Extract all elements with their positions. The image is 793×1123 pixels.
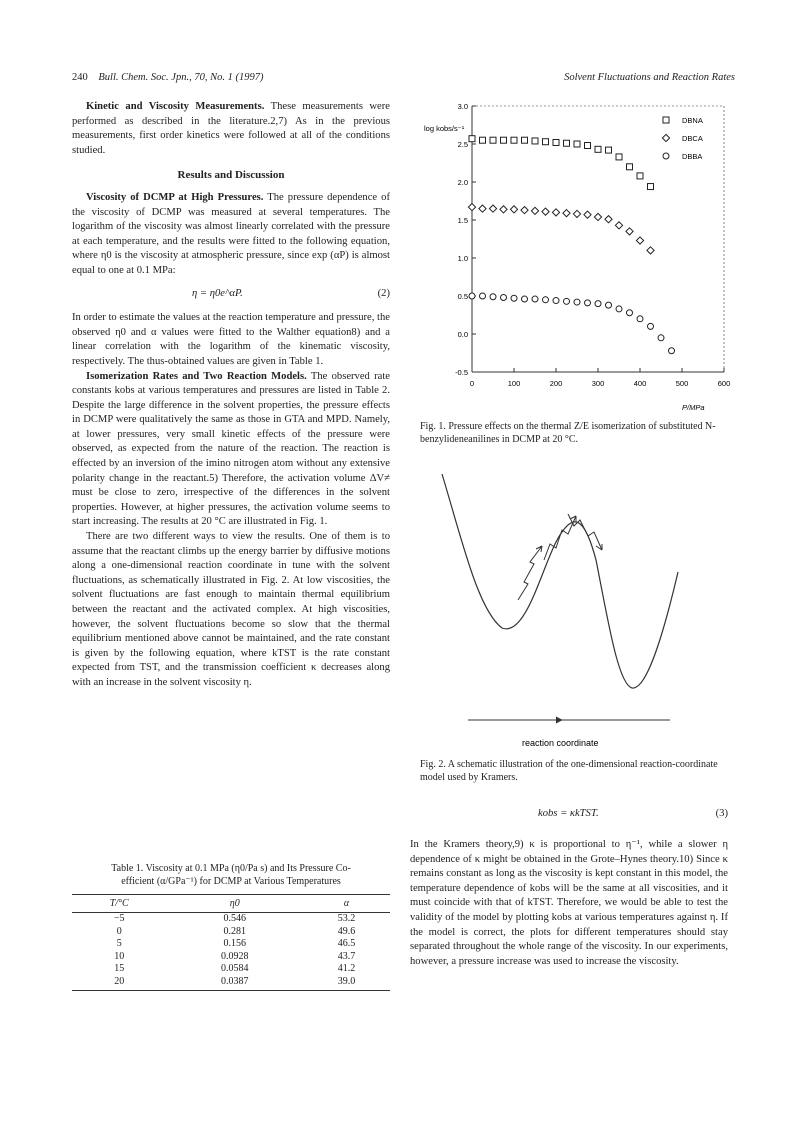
page-number: 240 <box>72 72 88 83</box>
table-cell: 39.0 <box>303 976 390 991</box>
x-tick-label: 500 <box>675 379 689 388</box>
data-point <box>490 294 496 300</box>
paragraph-text: The pressure dependence of the viscosity of DCMP was measured at several temperatures. The logarithm of the viscosity was almost linearly correlated with the pressure at each temperature, and the results were fitted to the following equation, where η0 is the viscosity at atmospheric pressure, since exp (αP) is almost equal to one at 0.1 MPa: <box>72 191 390 276</box>
reaction-coordinate-arrow <box>556 717 562 723</box>
legend-label: DBNA <box>682 116 703 125</box>
table-row <box>72 976 390 991</box>
data-point <box>637 316 643 322</box>
viscosity-table <box>72 894 390 991</box>
series-dbca <box>468 203 654 254</box>
table-cell: 53.2 <box>337 913 356 924</box>
data-point <box>564 298 570 304</box>
data-point <box>573 210 580 217</box>
equation-3 <box>410 808 728 819</box>
y-tick-label: 1.0 <box>457 254 468 263</box>
data-point <box>584 211 591 218</box>
data-point <box>522 296 528 302</box>
paragraph-estimate: In order to estimate the values at the reaction temperature and pressure, the observed η0 and α values were fitted to the Walther equation8) and a linear correlation with the logarithm of the kinematic viscosity, respectively. The thus-obtained values are given in Table 1. <box>72 312 390 367</box>
table-caption-line: Table 1. Viscosity at 0.1 MPa (η0/Pa s) and Its Pressure Co- <box>111 863 351 874</box>
right-column <box>410 838 728 969</box>
column-header: α <box>303 895 390 913</box>
x-tick-label: 0 <box>469 379 475 388</box>
paragraph-kinetic <box>72 100 390 158</box>
y-tick-label: 3.0 <box>457 102 468 111</box>
data-point <box>648 184 654 190</box>
data-point <box>658 335 664 341</box>
section-title: Results and Discussion <box>177 169 285 182</box>
paragraph-isomerization <box>72 370 390 531</box>
equation-2 <box>72 287 390 302</box>
y-axis-label: log kobs/s⁻¹ <box>424 124 465 133</box>
data-point <box>543 139 549 145</box>
x-tick-label: 400 <box>633 379 647 388</box>
equation-text: η = η0e^αP. <box>192 287 243 299</box>
data-point <box>616 306 622 312</box>
legend-marker <box>663 153 669 159</box>
figure-2 <box>410 460 740 750</box>
data-point <box>543 297 549 303</box>
column-header: T/°C <box>72 895 166 913</box>
data-point <box>480 137 486 143</box>
paragraph-text: These measurements were performed as described in the literature.2,7) As in the previous measurements, first order kinetics were followed at all of the conditions studied. <box>72 101 390 156</box>
equation-number: (3) <box>715 808 728 819</box>
y-tick-label: 0.0 <box>457 330 468 339</box>
table-cell: 49.6 <box>337 925 356 937</box>
table-cell: −5 <box>113 913 125 924</box>
data-point <box>636 237 643 244</box>
data-point <box>542 208 549 215</box>
x-tick-label: 200 <box>549 379 563 388</box>
paragraph-kramers: In the Kramers theory,9) κ is proportional to η⁻¹, while a slower η dependence of κ might be obtained in the Grote–Hynes theory.10) Since κ remains constant as long as the viscosity is kept constant in this model, the temperature dependence of kobs will be the same at all viscosities, and it must coincide with that of kTST. Therefore, we would be able to test the validity of the model by plotting kobs at various temperatures against η. If the model is correct, the plots for different temperatures should stay separated throughout the whole range of the viscosity. In our experiments, however, a pressure increase was used to increase the viscosity. <box>410 839 728 967</box>
data-point <box>606 302 612 308</box>
table-row <box>72 951 390 964</box>
x-tick-label: 600 <box>717 379 731 388</box>
equation-number: (2) <box>377 287 390 299</box>
run-in-heading: Isomerization Rates and Two Reaction Models. <box>86 370 307 382</box>
table-row <box>72 963 390 976</box>
data-point <box>595 301 601 307</box>
table-cell: 20 <box>72 976 166 991</box>
data-point <box>510 206 517 213</box>
data-point <box>574 299 580 305</box>
running-title: Solvent Fluctuations and Reaction Rates <box>564 72 735 83</box>
data-point <box>585 143 591 149</box>
figure-2-diagram <box>410 460 740 750</box>
data-point <box>468 203 475 210</box>
data-point <box>553 139 559 145</box>
table-cell: 0.281 <box>223 925 246 937</box>
table-cell: 46.5 <box>337 938 356 949</box>
data-point <box>564 140 570 146</box>
data-point <box>469 136 475 142</box>
y-tick-label: -0.5 <box>455 368 468 377</box>
x-tick-label: 300 <box>591 379 605 388</box>
fluctuation-arrow-1 <box>518 546 542 600</box>
figure-1-chart <box>410 100 740 420</box>
legend-marker <box>662 134 669 141</box>
fluctuation-arrow-3 <box>568 514 602 550</box>
data-point <box>574 141 580 147</box>
data-point <box>627 164 633 170</box>
data-point <box>531 207 538 214</box>
data-point <box>552 209 559 216</box>
left-column <box>72 100 390 691</box>
paragraph-two-ways: There are two different ways to view the results. One of them is to assume that the reactant climbs up the energy barrier by diffusive motions along a one-dimensional reaction coordinate in tune with the solvent fluctuations, as schematically illustrated in Fig. 2. At low viscosities, the solvent fluctuations are fast enough to maintain thermal equilibrium between the reactant and the activated complex. At high viscosities, however, the solvent fluctuations become so slow that the thermal equilibrium mentioned above cannot be maintained, and the rate constant is given by the following equation, where kTST is the rate constant expected from TST, and the transmission coefficient κ decreases along with an increase in the solvent viscosity η. <box>72 531 390 688</box>
y-tick-label: 2.5 <box>457 140 468 149</box>
legend-label: DBBA <box>682 152 703 161</box>
table-cell: 41.2 <box>337 963 356 974</box>
data-point <box>532 296 538 302</box>
data-point <box>585 300 591 306</box>
data-point <box>605 216 612 223</box>
data-point <box>647 247 654 254</box>
run-in-heading: Viscosity of DCMP at High Pressures. <box>86 191 264 203</box>
data-point <box>595 146 601 152</box>
figure-1 <box>410 100 740 420</box>
data-point <box>606 147 612 153</box>
series-dbba <box>469 293 675 354</box>
table-cell: 0.156 <box>223 938 246 949</box>
data-point <box>489 205 496 212</box>
table-cell: 43.7 <box>337 950 356 962</box>
data-point <box>501 137 507 143</box>
table-caption-line: efficient (α/GPa⁻¹) for DCMP at Various Temperatures <box>121 876 341 887</box>
figure-1-caption: Fig. 1. Pressure effects on the thermal Z/E isomerization of substituted N-benzylideneanilines in DCMP at 20 °C. <box>420 421 716 445</box>
table-cell: 15 <box>114 963 125 974</box>
data-point <box>626 228 633 235</box>
data-point <box>553 298 559 304</box>
data-point <box>616 154 622 160</box>
y-tick-label: 1.5 <box>457 216 468 225</box>
data-point <box>669 348 675 354</box>
data-point <box>627 310 633 316</box>
data-point <box>480 293 486 299</box>
table-cell: 0 <box>116 925 122 937</box>
x-tick-label: 100 <box>507 379 521 388</box>
table-row <box>72 913 390 926</box>
legend-label: DBCA <box>682 134 703 143</box>
data-point <box>479 205 486 212</box>
table-cell: 0.0584 <box>221 963 249 974</box>
data-point <box>532 138 538 144</box>
data-point <box>490 137 496 143</box>
chart-legend <box>662 116 702 161</box>
table-cell: 10 <box>114 950 125 962</box>
journal-citation: Bull. Chem. Soc. Jpn., 70, No. 1 (1997) <box>98 72 264 83</box>
table-cell: 0.0387 <box>166 976 303 991</box>
table-cell: 5 <box>116 938 122 949</box>
table-row <box>72 938 390 951</box>
table-cell: 0.546 <box>223 913 246 924</box>
data-point <box>500 206 507 213</box>
data-point <box>469 293 475 299</box>
table-cell: 0.0928 <box>221 950 249 962</box>
y-tick-label: 0.5 <box>457 292 468 301</box>
data-point <box>501 295 507 301</box>
legend-marker <box>663 117 669 123</box>
data-point <box>522 137 528 143</box>
data-point <box>521 207 528 214</box>
data-point <box>563 210 570 217</box>
data-point <box>511 295 517 301</box>
data-point <box>648 323 654 329</box>
data-point <box>594 213 601 220</box>
paragraph-text: The observed rate constants kobs at various temperatures and pressures are listed in Table 2. Despite the large difference in the solvent properties, the pressure effects in DCMP were qualitatively the same as those in GTA and MPD. Namely, at lower pressures, very small kinetic effects of the pressure were observed, as expected from the nature of the reaction. The reaction is effected by an inversion of the imino nitrogen atom without any extensive polarity change in the reactant.5) Therefore, the activation volume ΔV≠ must be close to zero, irrespective of the differences in the solvent properties. However, at higher pressures, the activation volume seems to start increasing. The results at 20 °C are illustrated in Fig. 1. <box>72 370 390 528</box>
equation-text: kobs = κkTST. <box>538 808 599 819</box>
potential-energy-curve <box>442 474 678 688</box>
running-header-left <box>72 72 263 83</box>
x-axis-label: P/MPa <box>682 403 705 412</box>
reaction-coordinate-label: reaction coordinate <box>522 738 599 748</box>
figure-2-caption: Fig. 2. A schematic illustration of the one-dimensional reaction-coordinate model used by Kramers. <box>420 759 718 783</box>
data-point <box>615 222 622 229</box>
data-point <box>511 137 517 143</box>
paragraph-viscosity <box>72 191 390 279</box>
table-caption <box>72 862 390 888</box>
table-header-row <box>72 895 390 913</box>
y-tick-label: 2.0 <box>457 178 468 187</box>
series-dbna <box>469 136 654 190</box>
table-1 <box>72 862 390 991</box>
column-header: η0 <box>166 895 303 913</box>
run-in-heading: Kinetic and Viscosity Measurements. <box>86 101 265 112</box>
table-row <box>72 926 390 939</box>
data-point <box>637 173 643 179</box>
